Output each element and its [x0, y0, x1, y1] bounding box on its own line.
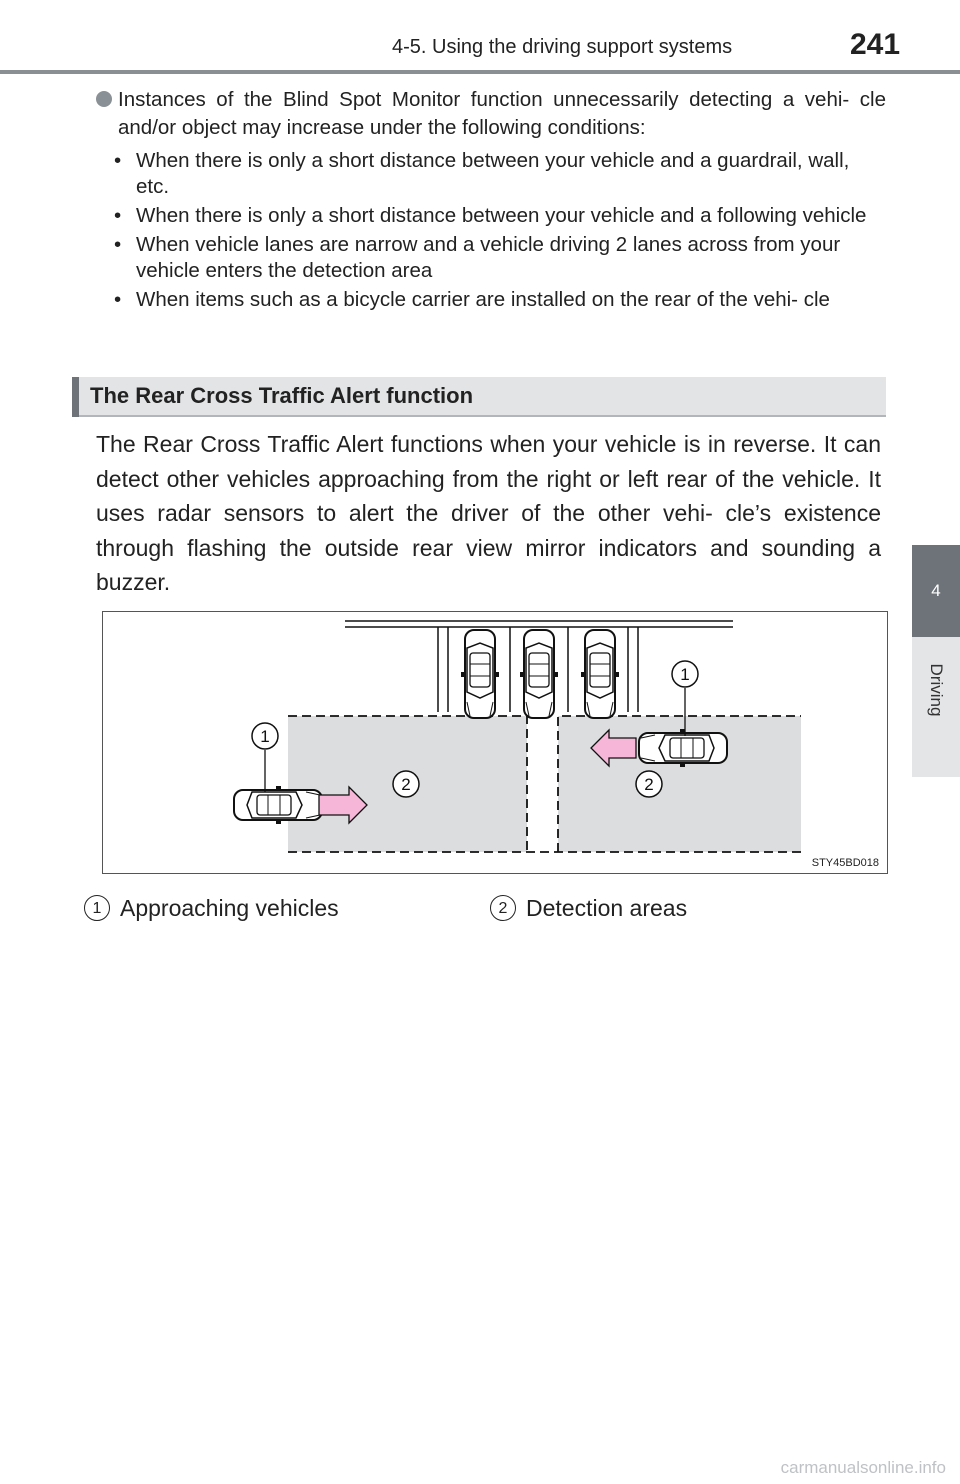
legend-number: 2: [490, 895, 516, 921]
callout-1-right: 1: [680, 665, 690, 684]
section-heading-marker: [72, 377, 79, 417]
legend-item-approaching-vehicles: [84, 895, 339, 923]
running-header: 4-5. Using the driving support systems: [392, 36, 733, 58]
legend-number: 1: [84, 895, 110, 921]
legend-item-detection-areas: [490, 895, 687, 923]
chapter-label: Driving: [927, 663, 946, 717]
section-heading-bar: [72, 377, 886, 417]
rcta-illustration: [102, 611, 888, 874]
callout-2-right: 2: [644, 775, 654, 794]
page-number: 241: [850, 28, 901, 61]
callout-2-left: 2: [401, 775, 411, 794]
section-body: The Rear Cross Traffic Alert functions when your vehicle is in reverse. It can detect other vehicles approaching from the right or left rear of the vehicle. It uses radar sensors to alert the driver of the other vehi- cle’s existence through flashing the outside rear view mirror indicators and sounding a buzzer.: [96, 431, 881, 595]
header-divider: [0, 70, 960, 74]
condition-item: • When there is only a short distance between your vehicle and a guardrail, wall, etc.: [112, 148, 882, 200]
figure-code: STY45BD018: [811, 857, 879, 869]
condition-item: • When there is only a short distance between your vehicle and a following vehicle: [112, 203, 882, 229]
legend-label: Detection areas: [526, 895, 688, 921]
legend-label: Approaching vehicles: [120, 895, 339, 921]
section-title: The Rear Cross Traffic Alert function: [90, 383, 474, 408]
bullet-dot-icon: [96, 91, 112, 107]
chapter-tab[interactable]: 4: [912, 545, 960, 637]
bullet-paragraph-text: Instances of the Blind Spot Monitor function unnecessarily detecting a vehi- cle and/or object may increase under the following conditions:: [118, 88, 886, 139]
watermark: carmanualsonline.info: [780, 1458, 946, 1477]
bullet-paragraph: [96, 86, 886, 142]
condition-item: • When vehicle lanes are narrow and a vehicle driving 2 lanes across from your vehicle enters the detection area: [112, 232, 882, 284]
condition-item: • When items such as a bicycle carrier are installed on the rear of the vehi- cle: [112, 287, 882, 313]
conditions-list: [112, 148, 882, 316]
callout-1-left: 1: [260, 727, 270, 746]
